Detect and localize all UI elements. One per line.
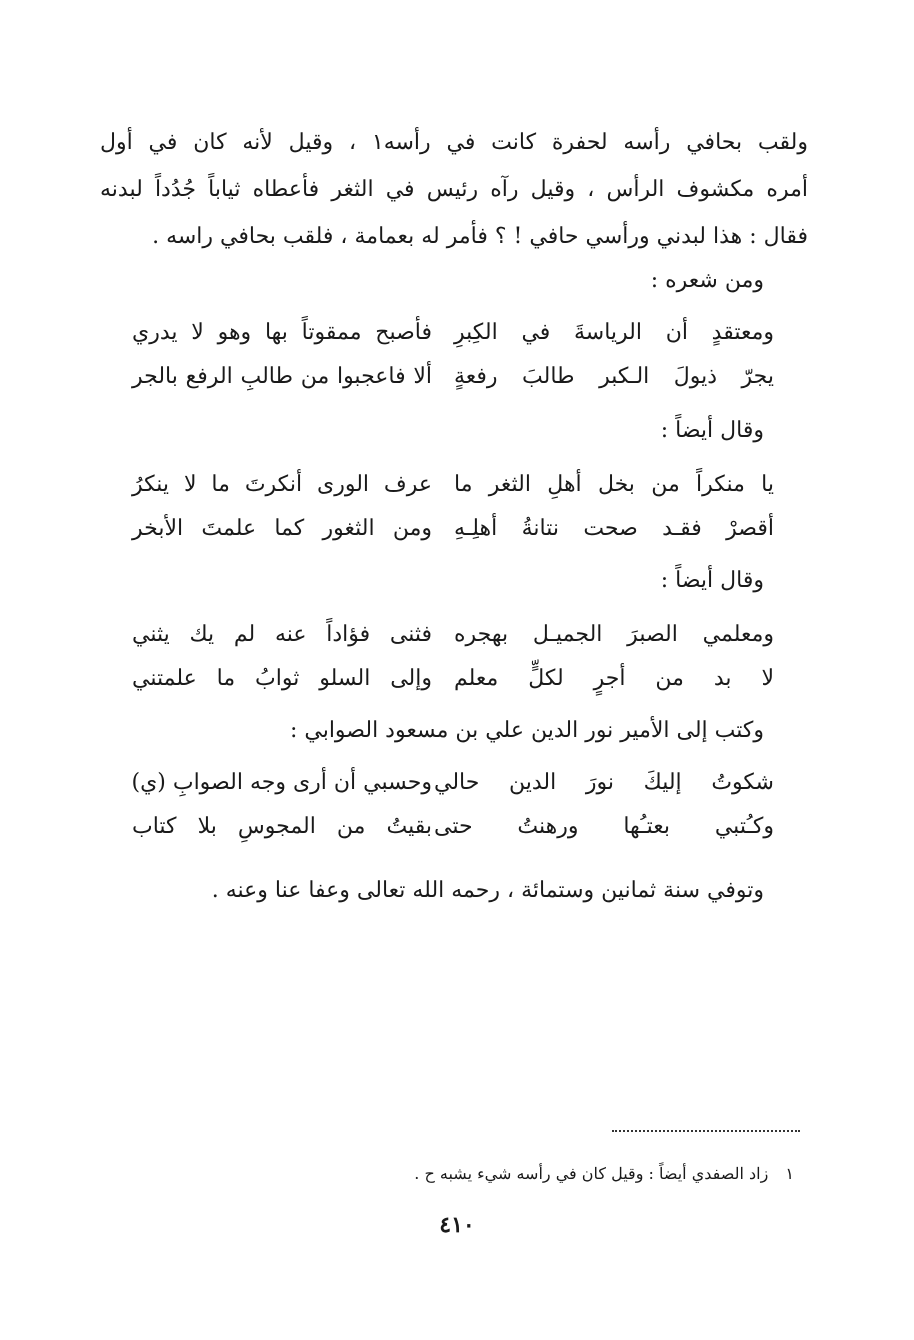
verse-1-1-left: فأصبح ممقوتاً بها وهو لا يدري	[132, 320, 432, 345]
verse-2-2-right: أقصرْ فقـد صحت نتانةُ أهلِـهِ	[454, 516, 774, 541]
verse-2-1-right: يا منكراً من بخل أهلِ الثغر ما	[454, 472, 774, 497]
closing-line: وتوفي سنة ثمانين وستمائة ، رحمه الله تعالى وعفا عنا وعنه .	[211, 878, 764, 903]
footnote-number: ١	[785, 1164, 794, 1183]
verse-4-2-right: وكـُتبي بعتـُها ورهنتُ حتى	[434, 814, 774, 839]
verse-4-1-left: وحسبي أن أرى وجه الصوابِ (ي)	[131, 770, 432, 795]
poem-intro-1: ومن شعره :	[650, 268, 764, 293]
page-number: ٤١٠	[439, 1212, 475, 1238]
footnote-divider	[612, 1130, 800, 1132]
paragraph-line-2: أمره مكشوف الرأس ، وقيل رآه رئيس في الثغر فأعطاه ثياباً جُدُداً لبدنه	[100, 177, 808, 202]
verse-3-2-right: لا بد من أجرٍ لكلٍّ معلم	[454, 666, 774, 691]
verse-4-2-left: بقيتُ من المجوسِ بلا كتاب	[132, 814, 432, 839]
verse-3-1-left: فثنى فؤاداً عنه لم يك يثني	[132, 622, 432, 647]
verse-3-2-left: وإلى السلو ثوابُ ما علمتني	[132, 666, 432, 691]
footnote-text: زاد الصفدي أيضاً : وقيل كان في رأسه شيء يشبه ح .	[414, 1164, 769, 1183]
poem-intro-4: وكتب إلى الأمير نور الدين علي بن مسعود الصوابي :	[289, 718, 764, 743]
poem-intro-2: وقال أيضاً :	[660, 418, 764, 443]
paragraph-line-3: فقال : هذا لبدني ورأسي حافي ! ؟ فأمر له بعمامة ، فلقب بحافي راسه .	[152, 224, 808, 249]
paragraph-line-1: ولقب بحافي رأسه لحفرة كانت في رأسه١ ، وقيل لأنه كان في أول	[100, 130, 808, 155]
verse-2-1-left: عرف الورى أنكرتَ ما لا ينكرُ	[132, 472, 432, 497]
verse-1-2-right: يجرّ ذيولَ الـكبر طالبَ رفعةٍ	[454, 364, 774, 389]
footnote	[414, 1162, 794, 1186]
verse-3-1-right: ومعلمي الصبرَ الجميـل بهجره	[454, 622, 774, 647]
poem-intro-3: وقال أيضاً :	[660, 568, 764, 593]
verse-2-2-left: ومن الثغور كما علمتَ الأبخر	[132, 516, 432, 541]
verse-1-1-right: ومعتقدٍ أن الرياسةَ في الكِبرِ	[454, 320, 774, 345]
verse-4-1-right: شكوتُ إليكَ نورَ الدين حالي	[434, 770, 774, 795]
verse-1-2-left: ألا فاعجبوا من طالبِ الرفع بالجر	[132, 364, 432, 389]
